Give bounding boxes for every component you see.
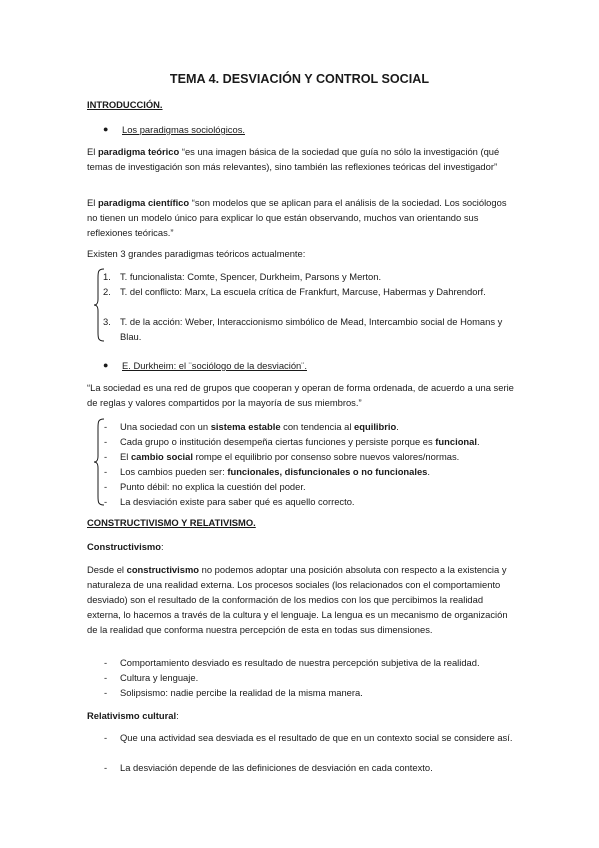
bullet-text: E. Durkheim: el ¨sociólogo de la desviación¨. xyxy=(122,360,307,371)
list-text: T. del conflicto: Marx, La escuela crítica de Frankfurt, Marcuse, Habermas y Dahrendorf. xyxy=(120,286,486,297)
list-text xyxy=(120,464,520,479)
relativismo-subheading xyxy=(87,708,519,723)
text-run: Una sociedad con un xyxy=(120,421,211,432)
dash-marker-icon: - xyxy=(104,421,108,432)
bold-term: constructivismo xyxy=(126,564,200,575)
text-run: : xyxy=(176,710,179,721)
constructivismo-subheading xyxy=(87,539,519,554)
text-run: . xyxy=(476,436,480,447)
dash-marker-icon: - xyxy=(104,687,108,698)
list-text: Cultura y lenguaje. xyxy=(120,672,199,683)
paragraph-constructivismo xyxy=(87,562,519,637)
bold-term: equilibrio xyxy=(354,421,397,432)
dash-marker-icon: - xyxy=(104,672,108,683)
quote-paragraph: “La sociedad es una red de grupos que cooperan y operan de forma ordenada, de acuerdo a una serie de reglas y valores compartidos por la mayoría de sus miembros.” xyxy=(87,382,514,408)
list-text: T. funcionalista: Comte, Spencer, Durkheim, Parsons y Merton. xyxy=(120,271,382,282)
text-run: “es una imagen básica de la sociedad que guía no sólo la investigación (qué temas de investigación son más relevantes), sino también las reflexiones teóricas del investigador” xyxy=(87,146,500,172)
dash-marker-icon: - xyxy=(104,481,108,492)
dash-marker-icon: - xyxy=(104,436,108,447)
text-run: con tendencia al xyxy=(280,421,355,432)
bold-term: paradigma teórico xyxy=(97,146,180,157)
list-number: 1. xyxy=(103,271,111,282)
bold-term: funcionales, disfuncionales o no funcionales xyxy=(227,466,428,477)
list-text: La desviación existe para saber qué es aquello correcto. xyxy=(120,496,355,507)
bullet-text: Los paradigmas sociológicos. xyxy=(122,124,245,135)
bold-term: paradigma científico xyxy=(97,197,190,208)
text-run: El xyxy=(87,146,98,157)
paragraph-paradigma-cientifico xyxy=(87,195,519,240)
dash-marker-icon: - xyxy=(104,657,108,668)
list-text: Solipsismo: nadie percibe la realidad de la misma manera. xyxy=(120,687,363,698)
subheading-text: Relativismo cultural xyxy=(87,710,177,721)
dash-marker-icon: - xyxy=(104,496,108,507)
text-run: El xyxy=(87,197,98,208)
text-run: “son modelos que se aplican para el análisis de la sociedad. Los sociólogos no tienen un modelo único para explicar lo que están observando, muchos van orientando sus reflexiones teóricas.” xyxy=(87,197,507,238)
list-number: 2. xyxy=(103,286,111,297)
bullet-dot-icon: ● xyxy=(103,360,109,370)
bold-term: sistema estable xyxy=(210,421,281,432)
text-run: . xyxy=(427,466,430,477)
list-text: Comportamiento desviado es resultado de nuestra percepción subjetiva de la realidad. xyxy=(120,657,480,668)
subheading-text: Constructivismo xyxy=(87,541,161,552)
bullet-dot-icon: ● xyxy=(103,124,109,134)
list-number: 3. xyxy=(103,316,111,327)
text-run: rompe el equilibrio por consenso sobre nuevos valores/normas. xyxy=(192,451,460,462)
dash-marker-icon: - xyxy=(104,732,108,743)
list-text xyxy=(120,434,520,449)
text-run: El xyxy=(120,451,131,462)
list-text xyxy=(120,419,520,434)
paragraph-existen: Existen 3 grandes paradigmas teóricos actualmente: xyxy=(87,248,306,259)
constructivismo-heading: CONSTRUCTIVISMO Y RELATIVISMO. xyxy=(87,517,256,528)
dash-marker-icon: - xyxy=(104,466,108,477)
page-title: TEMA 4. DESVIACIÓN Y CONTROL SOCIAL xyxy=(169,72,430,86)
paragraph-paradigma-teorico xyxy=(87,144,519,174)
text-run: Cada grupo o institución desempeña ciertas funciones y persiste porque es xyxy=(120,436,436,447)
intro-heading: INTRODUCCIÓN. xyxy=(87,99,163,110)
text-run: no podemos adoptar una posición absoluta con respecto a la existencia y naturaleza de una realidad externa. Los procesos sociales (los relacionados con el comportamiento desviado) son el resultado de la conformación de los medios con los que percibimos la realidad externa, lo hacemos a través de la cultura y el lenguaje. La lengua es un mecanismo de organización de la realidad que conforma nuestra percepción de esta en todas sus dimensiones. xyxy=(87,564,508,635)
list-text xyxy=(120,449,520,464)
text-run: Los cambios pueden ser: xyxy=(120,466,228,477)
dash-marker-icon: - xyxy=(104,451,108,462)
list-text: Que una actividad sea desviada es el resultado de que en un contexto social se considere así. xyxy=(120,732,513,743)
list-text: T. de la acción: Weber, Interaccionismo simbólico de Mead, Intercambio social de Homans y Blau. xyxy=(120,316,503,342)
bold-term: funcional xyxy=(435,436,477,447)
dash-marker-icon: - xyxy=(104,762,108,773)
bold-term: cambio social xyxy=(130,451,193,462)
list-text: Punto débil: no explica la cuestión del poder. xyxy=(120,481,306,492)
text-run: Desde el xyxy=(87,564,127,575)
text-run: . xyxy=(396,421,399,432)
list-text: La desviación depende de las definiciones de desviación en cada contexto. xyxy=(120,762,433,773)
text-run: : xyxy=(160,541,164,552)
